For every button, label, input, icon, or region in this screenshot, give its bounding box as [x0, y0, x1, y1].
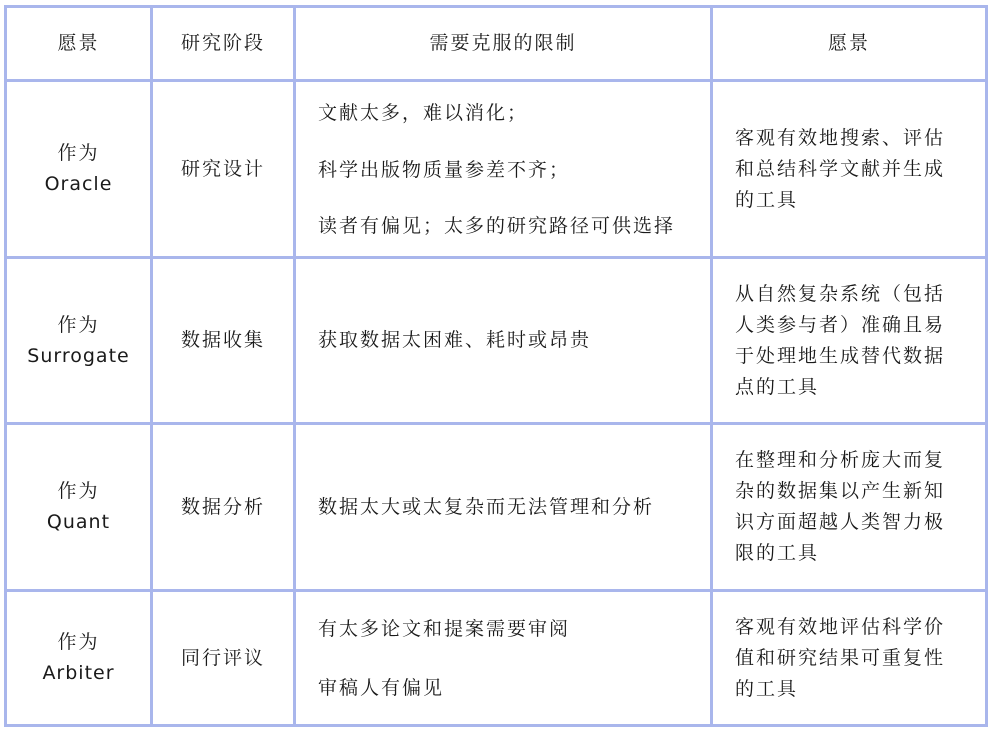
table-row-stage [153, 259, 293, 422]
vision-role-prefix: 作为 [57, 313, 100, 336]
table-row-tool [713, 592, 985, 724]
tool-line: 于处理地生成替代数据 [735, 344, 946, 367]
header-vision-label: 愿景 [57, 32, 100, 54]
limit-item: 读者有偏见；太多的研究路径可供选择 [318, 215, 676, 237]
tool-line: 客观有效地评估科学价 [735, 615, 946, 638]
tool-line: 点的工具 [735, 375, 820, 398]
limit-item: 获取数据太困难、耗时或昂贵 [318, 329, 592, 351]
table-row-stage [153, 592, 293, 724]
tool-line: 的工具 [735, 677, 799, 700]
vision-role-prefix: 作为 [57, 631, 100, 653]
tool-line: 客观有效地搜索、评估 [735, 126, 946, 149]
table-row-limits [296, 592, 710, 724]
stage-label: 数据收集 [180, 329, 265, 351]
tool-line: 人类参与者）准确且易 [735, 313, 946, 336]
table-row-limits [296, 425, 710, 589]
table-row-tool [713, 425, 985, 589]
table-row-limits [296, 82, 710, 256]
header-stage [153, 8, 293, 79]
table-row-vision [7, 259, 150, 422]
tool-line: 杂的数据集以产生新知 [735, 480, 946, 502]
vision-role-name: Quant [46, 511, 111, 533]
tool-line: 识方面超越人类智力极 [735, 511, 946, 533]
tool-line: 限的工具 [735, 542, 820, 564]
stage-label: 研究设计 [180, 157, 265, 180]
vision-role-name: Arbiter [42, 662, 115, 684]
header-vision [7, 8, 150, 79]
tool-line: 的工具 [735, 188, 799, 211]
header-tool [713, 8, 985, 79]
header-stage-label: 研究阶段 [180, 32, 265, 54]
limit-item: 审稿人有偏见 [318, 677, 445, 699]
header-limits-label: 需要克服的限制 [429, 32, 577, 54]
tool-line: 和总结科学文献并生成 [735, 157, 946, 180]
vision-role-name: Oracle [44, 173, 113, 195]
stage-label: 同行评议 [180, 646, 265, 669]
table-row-stage [153, 425, 293, 589]
table-row-tool [713, 82, 985, 256]
header-tool-label: 愿景 [827, 32, 870, 54]
limit-item: 文献太多，难以消化； [318, 102, 529, 124]
limit-item: 数据太大或太复杂而无法管理和分析 [318, 495, 655, 518]
vision-role-name: Surrogate [27, 344, 130, 367]
vision-role-prefix: 作为 [57, 142, 100, 164]
table-row-vision [7, 425, 150, 589]
stage-label: 数据分析 [180, 495, 265, 518]
table-row-stage [153, 82, 293, 256]
tool-line: 在整理和分析庞大而复 [735, 449, 946, 471]
comparison-table [4, 5, 988, 727]
header-limits [296, 8, 710, 79]
table-row-vision [7, 82, 150, 256]
tool-line: 值和研究结果可重复性 [735, 646, 946, 669]
tool-line: 从自然复杂系统（包括 [735, 282, 946, 305]
vision-role-prefix: 作为 [57, 480, 100, 502]
limit-item: 科学出版物质量参差不齐； [318, 158, 571, 181]
table-row-tool [713, 259, 985, 422]
limit-item: 有太多论文和提案需要审阅 [318, 618, 571, 640]
table-row-vision [7, 592, 150, 724]
table-row-limits [296, 259, 710, 422]
